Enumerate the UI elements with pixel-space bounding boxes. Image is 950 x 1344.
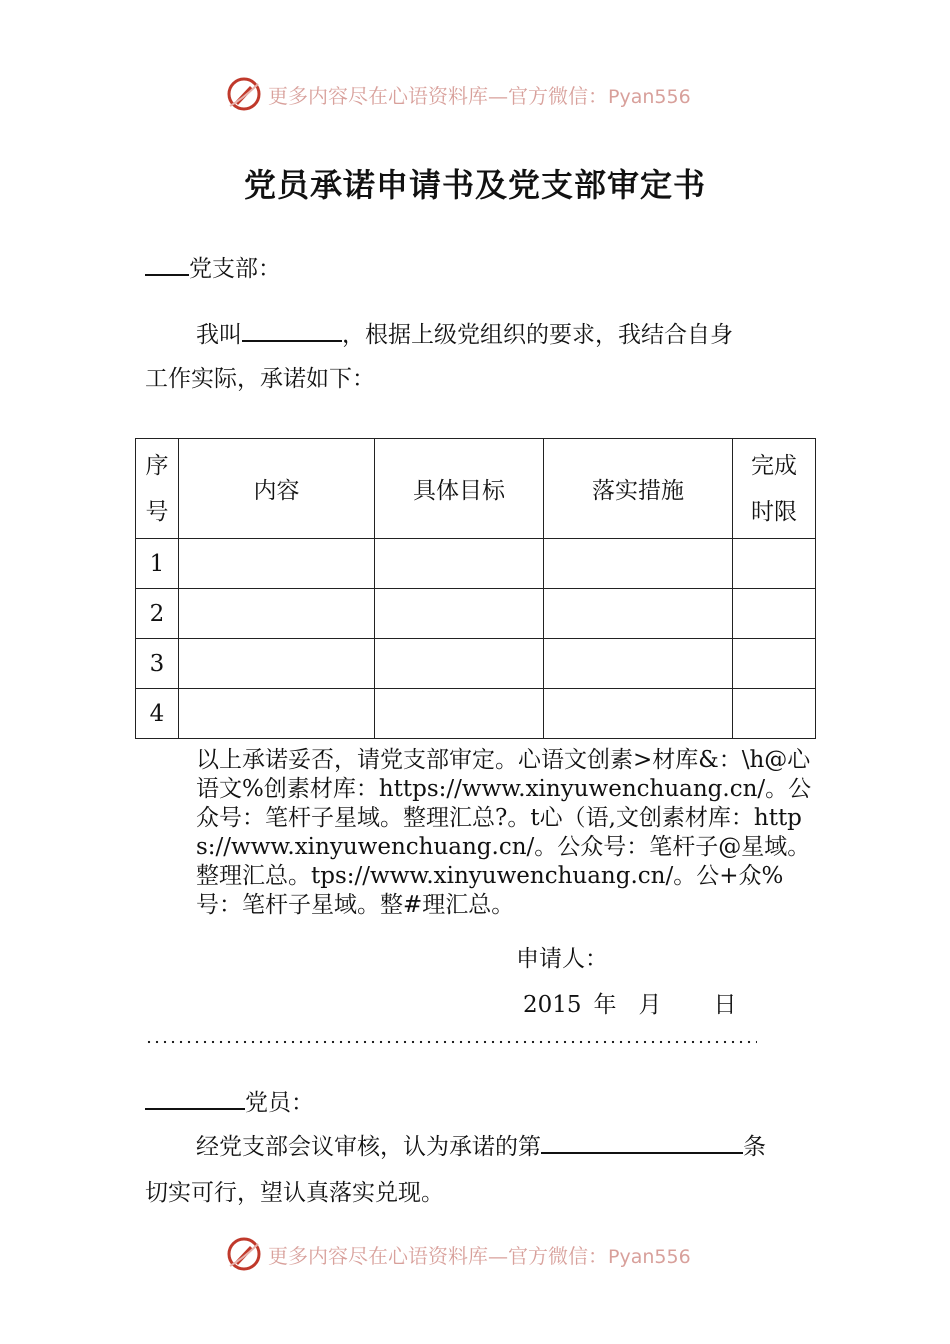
applicant-label: 申请人：	[516, 946, 608, 972]
review-paragraph: 以上承诺妥否，请党支部审定。心语文创素>材库&：\h@心语文%创素材库：https://www.xinyuwenchuang.cn/。公众号：笔杆子星域。整理汇总?。t心（语,文创素材库：https://www.xinyuwenchuang.cn/。公众号：笔杆子@星域。整理汇总。tps://www.xinyuwenchuang.cn/。公+众%号：笔杆子星域。整#理汇总。	[196, 747, 812, 918]
cell-content[interactable]	[179, 539, 375, 589]
cell-target[interactable]	[375, 639, 544, 689]
logo-icon	[226, 1236, 262, 1272]
page-title: 党员承诺申请书及党支部审定书	[243, 166, 706, 204]
salutation-line	[145, 250, 281, 283]
cell-target[interactable]	[375, 689, 544, 739]
member-name-blank[interactable]	[145, 1086, 245, 1110]
cell-deadline[interactable]	[733, 539, 816, 589]
cell-measures[interactable]	[544, 639, 733, 689]
row-number: 3	[136, 639, 179, 689]
footer-watermark-banner	[0, 1234, 950, 1274]
cell-target[interactable]	[375, 589, 544, 639]
member-line	[145, 1084, 314, 1117]
cell-content[interactable]	[179, 639, 375, 689]
header-content: 内容	[179, 439, 375, 539]
intro-text-2: ，根据上级党组织的要求，我结合自身	[342, 322, 733, 348]
table-row	[136, 689, 816, 739]
applicant-name-blank[interactable]	[242, 318, 342, 342]
row-number: 1	[136, 539, 179, 589]
banner-text: 更多内容尽在心语资料库—官方微信：	[268, 84, 608, 108]
header-measures: 落实措施	[544, 439, 733, 539]
date-year-unit: 年	[593, 992, 617, 1018]
table-row	[136, 639, 816, 689]
cell-target[interactable]	[375, 539, 544, 589]
intro-text-1: 我叫	[196, 322, 242, 348]
header-seq: 序 号	[136, 439, 179, 539]
banner-wechat-id: Pyan556	[608, 1246, 691, 1268]
salutation-label: 党支部：	[189, 256, 281, 282]
approval-text-2: 条	[743, 1134, 766, 1160]
date-year: 2015	[523, 992, 582, 1018]
date-day-unit: 日	[713, 992, 737, 1018]
banner-wechat-id: Pyan556	[608, 86, 691, 108]
row-number: 4	[136, 689, 179, 739]
table-row	[136, 539, 816, 589]
intro-line-1	[196, 316, 733, 349]
row-number: 2	[136, 589, 179, 639]
branch-name-blank[interactable]	[145, 252, 189, 276]
header-watermark-banner	[0, 74, 950, 114]
header-target: 具体目标	[375, 439, 544, 539]
approval-line-2: 切实可行，望认真落实兑现。	[145, 1180, 444, 1206]
banner-text: 更多内容尽在心语资料库—官方微信：	[268, 1244, 608, 1268]
table-row	[136, 589, 816, 639]
logo-icon	[226, 76, 262, 112]
approval-line-1	[196, 1128, 766, 1161]
date-month-unit: 月	[638, 992, 662, 1018]
cell-measures[interactable]	[544, 589, 733, 639]
intro-line-2: 工作实际，承诺如下：	[145, 366, 375, 392]
date-line	[523, 986, 737, 1019]
member-label: 党员：	[245, 1090, 314, 1116]
cell-content[interactable]	[179, 589, 375, 639]
commitment-table	[135, 438, 816, 739]
cell-deadline[interactable]	[733, 589, 816, 639]
cell-content[interactable]	[179, 689, 375, 739]
approved-items-blank[interactable]	[541, 1130, 743, 1154]
cell-deadline[interactable]	[733, 639, 816, 689]
table-header-row	[136, 439, 816, 539]
header-deadline: 完成 时限	[733, 439, 816, 539]
cell-measures[interactable]	[544, 539, 733, 589]
cell-measures[interactable]	[544, 689, 733, 739]
dotted-separator	[145, 1040, 757, 1044]
approval-text-1: 经党支部会议审核，认为承诺的第	[196, 1134, 541, 1160]
cell-deadline[interactable]	[733, 689, 816, 739]
